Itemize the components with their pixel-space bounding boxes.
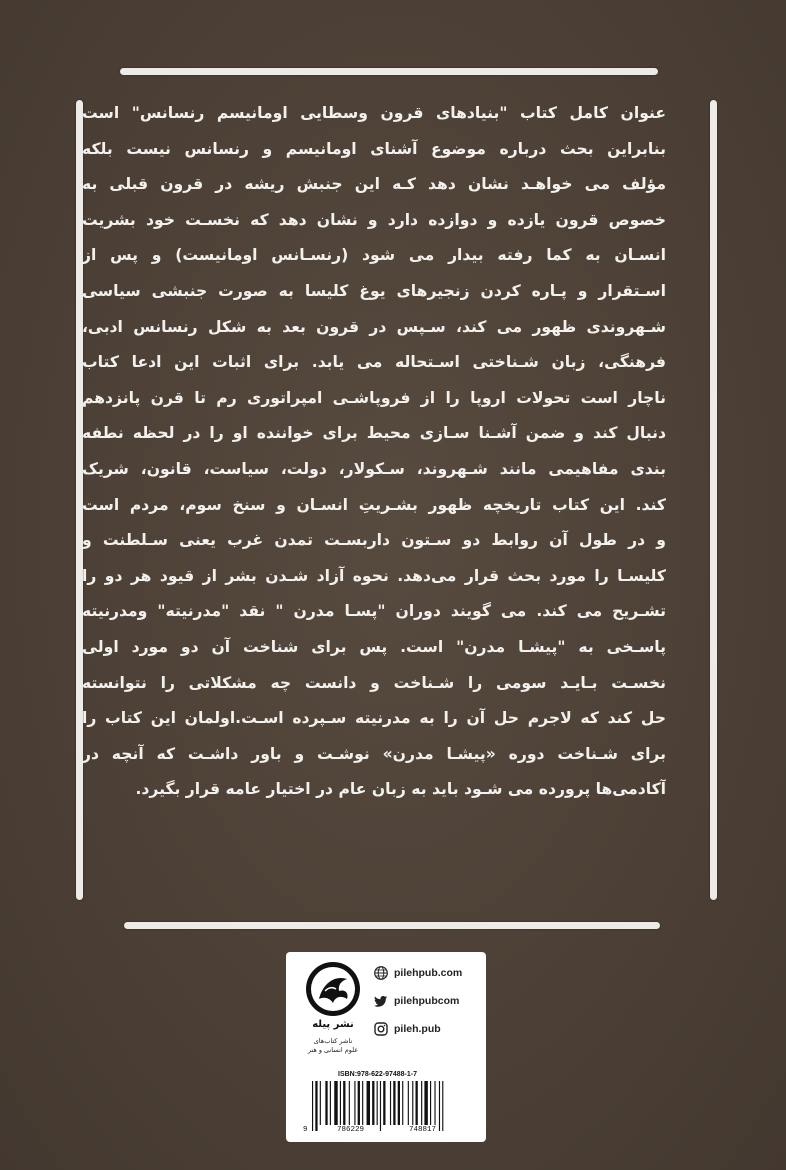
barcode-digits-right: 748817 (409, 1126, 437, 1134)
description-line: تشـریح می کند. می گویند دوران "پسـا مدرن " نقد "مدرنیته" ومدرنیته (82, 602, 666, 621)
description-line: خصوص قرون یازده و دوازده دارد و نشان دهد که نخسـت خود بشریت (82, 210, 666, 229)
description-line: و در طول آن روابط دو سـتون داربسـت تمدن غرب یعنی سـلطنت و (82, 531, 666, 550)
publisher-card (286, 952, 486, 1142)
twitter-handle[interactable]: pilehpubcom (394, 995, 460, 1007)
website-link[interactable]: pilehpub.com (394, 967, 463, 979)
social-twitter[interactable] (374, 992, 459, 1010)
description-line: عنوان کامل کتاب "بنیادهای قرون وسطایی اومانیسم رنسانس" است (82, 104, 666, 122)
publisher-name: نشر پیله (312, 1019, 354, 1030)
isbn-text: ISBN:978-622-97488-1-7 (338, 1071, 417, 1078)
description-line: پاسـخی به "پیشـا مدرن" است. پس برای شناخت آن دو مورد اولی (82, 637, 666, 656)
publisher-emblem-icon (305, 961, 361, 1017)
barcode-lead-digit: 9 (303, 1126, 308, 1134)
description-line: مؤلف می خواهـد نشان دهد کـه این جنبش ریشه در قرون قبلی به (82, 175, 666, 194)
right-side-bar (710, 100, 717, 900)
isbn-barcode (310, 1081, 464, 1131)
description-line: بندی مفاهیمی مانند شـهروند، سـکولار، دولت، سیاست، قانون، شریک (82, 459, 666, 478)
description-line: انسـان به کما رفته بیدار می شود (رنسـانس اومانیست) و پس از (82, 246, 666, 265)
description-line: ناچار است تحولات اروپا را از فروپاشـی امپراتوری رم تا قرن پانزدهم (82, 388, 666, 407)
description-line: برای شـناخت دوره «پیشـا مدرن» نوشـت و باور داشـت که آنچه در (82, 744, 666, 763)
instagram-icon (374, 1022, 388, 1036)
description-line: کلیسـا را مورد بحث قرار می‌دهد. نحوه آزاد شـدن بشر از قیود هر دو را (82, 566, 666, 585)
description-line: نخسـت بـایـد سومی را شـناخت و دانست چه مشکلاتی را نتوانسته (82, 673, 666, 692)
top-divider (120, 68, 658, 75)
twitter-icon (374, 994, 388, 1008)
description-line: دنبال کند و ضمن آشـنا سـازی محیط برای خواننده او را در لحظه نطفه (82, 424, 666, 443)
barcode-digits-left: 786229 (337, 1126, 365, 1134)
description-line: بنابراین بحث درباره موضوع آشنای اومانیسم و رنسانس نیست بلکه (82, 139, 666, 158)
description-line: شـهروندی ظهور می کند، سـپس در قرون بعد به شکل رنسانس ادبی، (82, 317, 666, 336)
social-website[interactable] (374, 964, 462, 982)
social-instagram[interactable] (374, 1020, 441, 1038)
publisher-logo (293, 957, 373, 1072)
book-description (82, 96, 666, 808)
bottom-divider (124, 922, 660, 929)
publisher-tagline-2: علوم انسانی و هنر (307, 1046, 359, 1054)
description-line: حل کند که لاجرم حل آن را به مدرنیته سـپرده اسـت.اولمان این کتاب را (82, 709, 666, 728)
description-line: کند. این کتاب تاریخچه ظهور بشـریتِ انسـان و سنخ سوم، مردم است (82, 495, 666, 514)
instagram-handle[interactable]: pileh.pub (394, 1023, 441, 1035)
publisher-tagline-1: ناشر کتاب‌های (313, 1037, 353, 1045)
globe-icon (374, 966, 388, 980)
description-line: اسـتقرار و پـاره کردن زنجیرهای یوغ کلیسا به صورت جنبشی سیاسی (82, 281, 666, 300)
description-line: فرهنگی، زبان شـناختی اسـتحاله می یابد. برای اثبات این ادعا کتاب (82, 353, 666, 372)
description-line: آکادمی‌ها پرورده می شـود باید به زبان عام در اختیار عامه قرار بگیرد. (135, 780, 666, 799)
